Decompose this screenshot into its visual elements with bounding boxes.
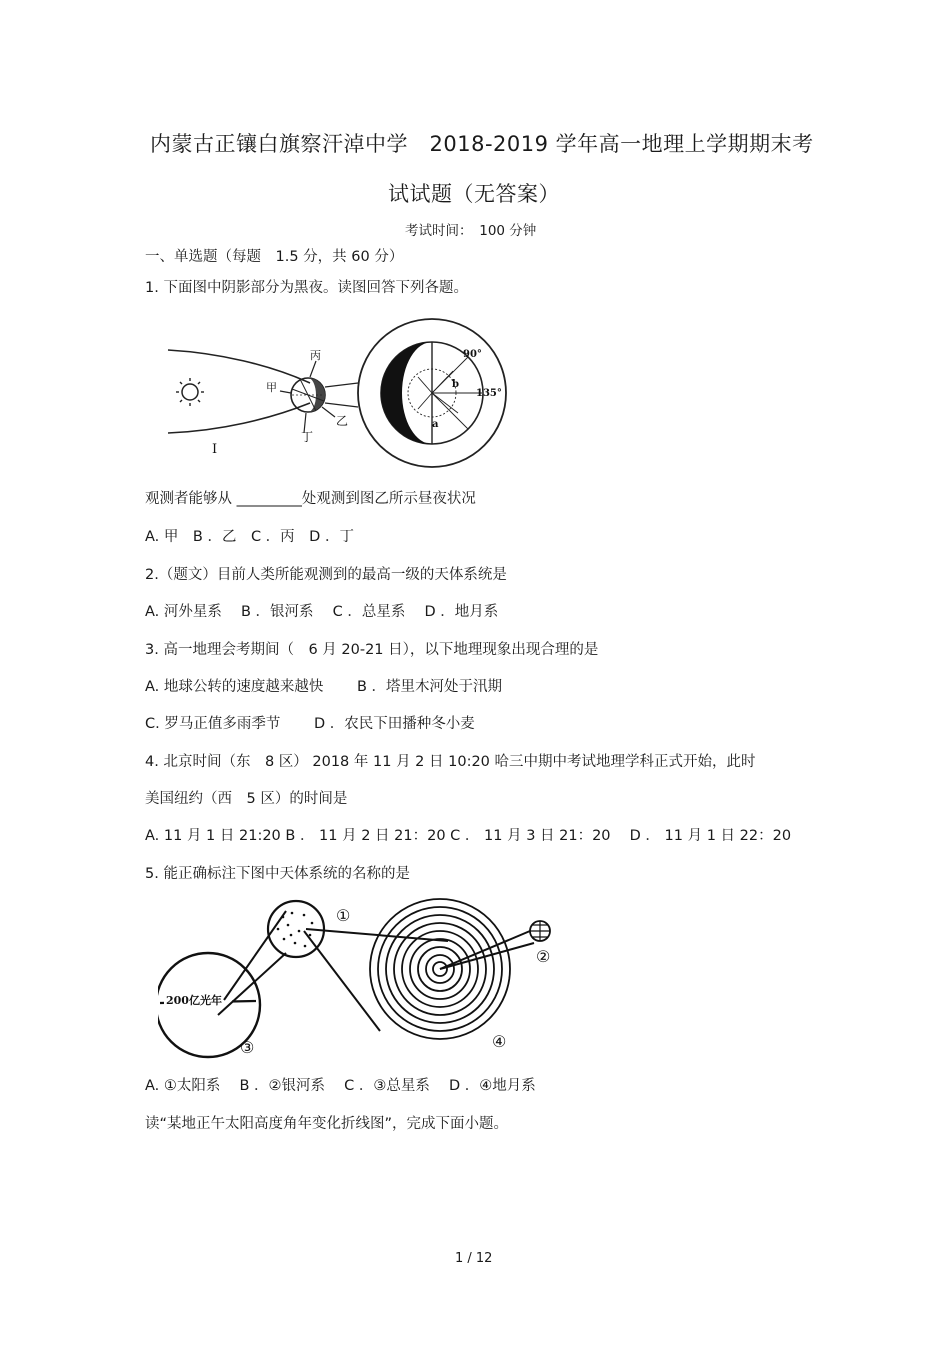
small-earth-icon: [291, 378, 325, 412]
question-4-stem-line2: 美国纽约（西 5 区）的时间是: [145, 791, 348, 807]
label-circle-4: ④: [492, 1032, 507, 1051]
label-90-degrees: 90°: [463, 349, 482, 360]
question-5-options: A. ①太阳系 B ．②银河系 C ．③总星系 D ．④地月系: [145, 1078, 536, 1094]
question-5-figure: [158, 895, 578, 1060]
label-135-degrees: 135°: [476, 388, 502, 399]
document-title-line2: 试试题（无答案）: [388, 182, 560, 206]
label-a: a: [432, 419, 439, 430]
label-circle-1: ①: [336, 906, 351, 925]
question-3-stem: 3. 高一地理会考期间（ 6 月 20-21 日），以下地理现象出现合理的是: [145, 642, 599, 658]
question-1-stem: 1. 下面图中阴影部分为黑夜。读图回答下列各题。: [145, 280, 468, 296]
label-circle-3: ③: [240, 1038, 255, 1057]
sun-icon: [176, 378, 204, 406]
small-globe-icon: [530, 921, 550, 941]
question-1-options: A. 甲 B ．乙 C ．丙 D ．丁: [145, 529, 354, 545]
question-2-options: A. 河外星系 B ．银河系 C ．总星系 D ．地月系: [145, 604, 499, 620]
label-ding: 丁: [301, 430, 314, 444]
question-4-options: A. 11 月 1 日 21:20 B ． 11 月 2 日 21：20 C ． 11 月 3 日 21：20 D ． 11 月 1 日 22：20: [145, 828, 792, 844]
question-3-options-ab: A. 地球公转的速度越来越快 B ．塔里木河处于汛期: [145, 679, 503, 695]
question-1-figure: [160, 315, 530, 470]
label-circle-2: ②: [536, 947, 551, 966]
document-title-line1: 内蒙古正镶白旗察汗淖中学 2018-2019 学年高一地理上学期期末考: [150, 132, 814, 156]
page-number: 1 / 12: [455, 1251, 493, 1266]
label-jia: 甲: [266, 381, 277, 394]
question-5-stem: 5. 能正确标注下图中天体系统的名称的是: [145, 866, 410, 882]
label-distance: 200亿光年: [166, 994, 222, 1007]
reading-prompt: 读“某地正午太阳高度角年变化折线图”，完成下面小题。: [145, 1116, 509, 1132]
label-yi: 乙: [336, 414, 349, 428]
question-1-sub: 观测者能够从 _________处观测到图乙所示昼夜状况: [145, 491, 476, 507]
label-roman-one: I: [212, 442, 218, 457]
question-4-stem-line1: 4. 北京时间（东 8 区） 2018 年 11 月 2 日 10:20 哈三中期中考试地理学科正式开始，此时: [145, 754, 756, 770]
label-bing: 丙: [310, 349, 321, 362]
label-b: b: [452, 379, 459, 390]
question-3-options-cd: C. 罗马正值多雨季节 D ．农民下田播种冬小麦: [145, 716, 475, 732]
section-heading: 一、单选题（每题 1.5 分，共 60 分）: [145, 249, 404, 265]
question-2-stem: 2.（题文）目前人类所能观测到的最高一级的天体系统是: [145, 567, 507, 583]
exam-time: 考试时间： 100 分钟: [405, 223, 537, 239]
